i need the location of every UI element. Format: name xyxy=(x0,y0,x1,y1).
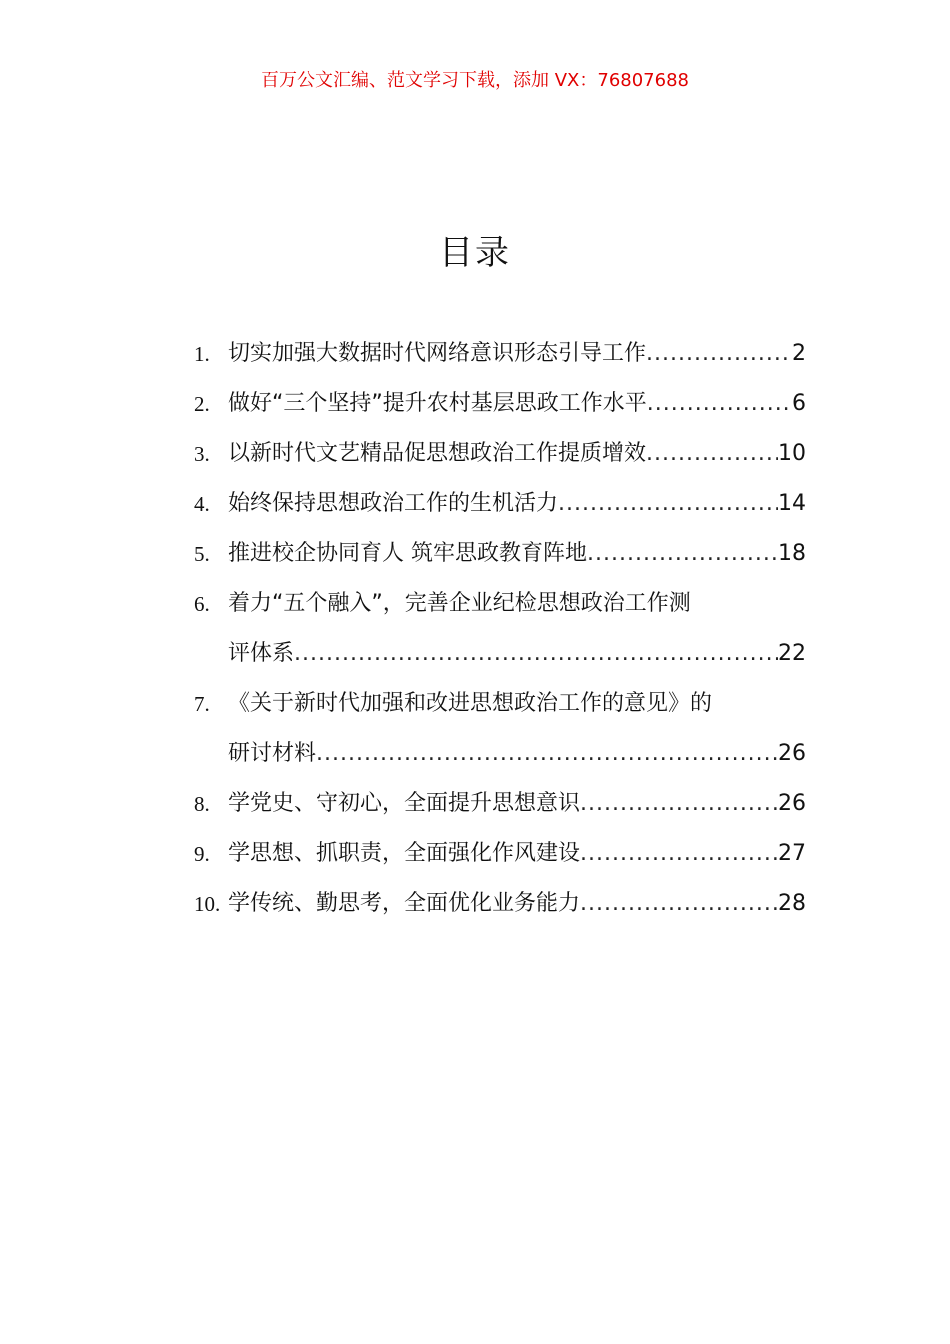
toc-entry[interactable] xyxy=(194,329,806,379)
toc-entry-body xyxy=(228,429,806,479)
toc-title: 目录 xyxy=(439,233,511,273)
toc-entry-title: 做好“三个坚持”提升农村基层思政工作水平 xyxy=(228,391,647,416)
toc-entry-title: 学党史、守初心，全面提升思想意识 xyxy=(228,791,581,816)
toc-entry-title: 切实加强大数据时代网络意识形态引导工作 xyxy=(228,341,647,366)
toc-entry-page-number: 14 xyxy=(778,491,806,516)
toc-entry-line xyxy=(228,479,806,529)
toc-entry[interactable] xyxy=(194,829,806,879)
toc-entry-line xyxy=(228,429,806,479)
toc-entry[interactable] xyxy=(194,779,806,829)
toc-entry-leader-dots xyxy=(647,379,792,429)
toc-entry-leader-dots xyxy=(646,329,792,379)
toc-entry-title: 评体系 xyxy=(228,641,295,666)
toc-entry-leader-dots xyxy=(580,829,778,879)
toc-entry-leader-dots xyxy=(580,879,778,929)
toc-entry-leader-dots xyxy=(587,529,778,579)
toc-entry-page-number: 26 xyxy=(778,741,806,766)
toc-entry-page-number: 10 xyxy=(778,441,806,466)
toc-entry[interactable] xyxy=(194,479,806,529)
toc-entry-line xyxy=(228,829,806,879)
toc-entry-number: 8. xyxy=(194,792,210,816)
toc-entry-title: 学思想、抓职责，全面强化作风建设 xyxy=(228,841,581,866)
toc-entry-number: 5. xyxy=(194,542,210,566)
toc-entry-line xyxy=(228,629,806,679)
toc-entry-line xyxy=(228,879,806,929)
toc-entry-page-number: 26 xyxy=(778,791,806,816)
toc-entry-title: 研讨材料 xyxy=(228,741,317,766)
toc-entry-page-number: 27 xyxy=(778,841,806,866)
toc-entry-line xyxy=(228,579,806,629)
toc-entry-page-number: 28 xyxy=(778,891,806,916)
toc-entry-line xyxy=(228,729,806,779)
toc-entry-number: 7. xyxy=(194,692,210,716)
toc-entry[interactable] xyxy=(194,579,806,679)
toc-entry-page-number: 2 xyxy=(792,341,806,366)
toc-entry-title: 学传统、勤思考，全面优化业务能力 xyxy=(228,891,581,916)
toc-entry-leader-dots xyxy=(646,429,778,479)
toc-entry-leader-dots xyxy=(558,479,778,529)
toc-entry-leader-dots xyxy=(580,779,778,829)
toc-entry[interactable] xyxy=(194,429,806,479)
toc-entry-line xyxy=(228,329,806,379)
toc-list xyxy=(194,329,806,929)
toc-entry-number: 4. xyxy=(194,492,210,516)
toc-entry-page-number: 22 xyxy=(778,641,806,666)
toc-entry-leader-dots xyxy=(294,629,778,679)
toc-entry-page-number: 6 xyxy=(792,391,806,416)
toc-entry-number: 1. xyxy=(194,342,210,366)
toc-entry[interactable] xyxy=(194,679,806,779)
toc-entry-body xyxy=(228,779,806,829)
toc-entry-line xyxy=(228,679,806,729)
toc-entry-title: 推进校企协同育人 筑牢思政教育阵地 xyxy=(228,541,587,566)
header-note: 百万公文汇编、范文学习下载，添加 VX：76807688 xyxy=(261,70,689,91)
toc-entry-page-number: 18 xyxy=(778,541,806,566)
toc-entry[interactable] xyxy=(194,379,806,429)
toc-entry-number: 3. xyxy=(194,442,210,466)
toc-entry-title: 着力“五个融入”，完善企业纪检思想政治工作测 xyxy=(228,591,691,616)
toc-entry-body xyxy=(228,679,806,779)
toc-entry-line xyxy=(228,379,806,429)
toc-entry-body xyxy=(228,579,806,679)
toc-entry-title: 《关于新时代加强和改进思想政治工作的意见》的 xyxy=(228,691,713,716)
toc-entry[interactable] xyxy=(194,879,806,929)
toc-entry-line xyxy=(228,529,806,579)
toc-entry-body xyxy=(228,529,806,579)
toc-entry[interactable] xyxy=(194,529,806,579)
toc-entry-body xyxy=(228,479,806,529)
toc-entry-leader-dots xyxy=(316,729,778,779)
toc-entry-number: 9. xyxy=(194,842,210,866)
toc-entry-body xyxy=(228,879,806,929)
toc-entry-number: 6. xyxy=(194,592,210,616)
toc-entry-body xyxy=(228,829,806,879)
toc-entry-body xyxy=(228,329,806,379)
toc-entry-line xyxy=(228,779,806,829)
toc-entry-title: 始终保持思想政治工作的生机活力 xyxy=(228,491,559,516)
toc-entry-number: 2. xyxy=(194,392,210,416)
toc-entry-number: 10. xyxy=(194,892,221,916)
toc-entry-body xyxy=(228,379,806,429)
toc-entry-title: 以新时代文艺精品促思想政治工作提质增效 xyxy=(228,441,647,466)
